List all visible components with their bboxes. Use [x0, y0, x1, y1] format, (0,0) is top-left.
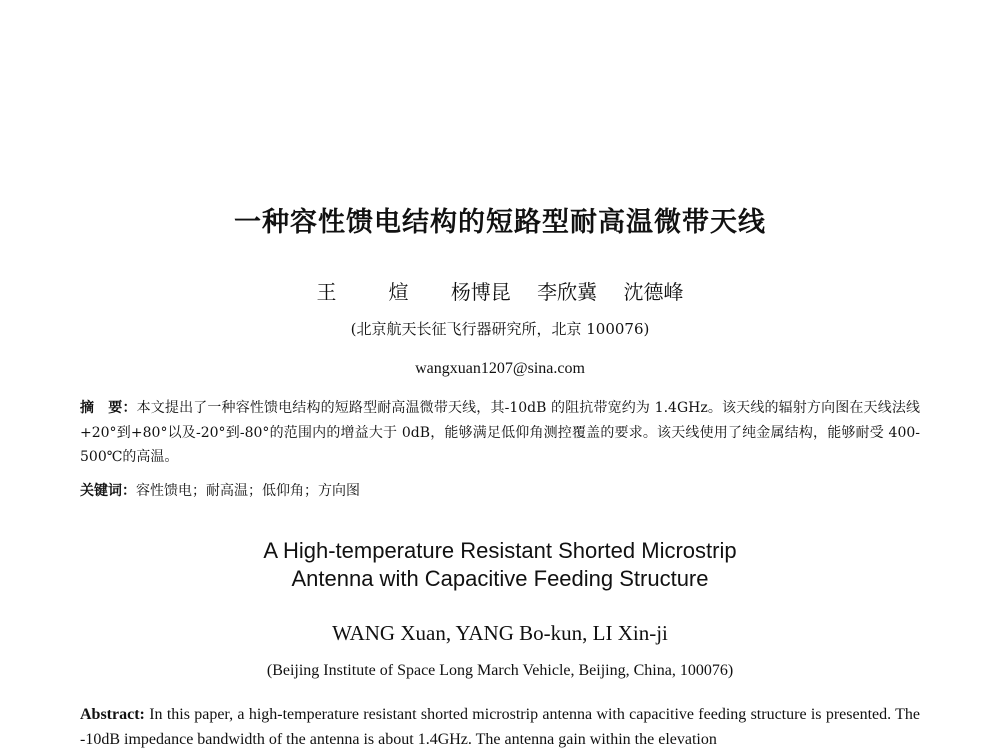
author-list-cn: [0, 276, 1000, 305]
author-cn: 李欣冀: [537, 280, 598, 304]
keywords-cn: [80, 479, 920, 503]
paper-title-en-line2: Antenna with Capacitive Feeding Structure: [291, 566, 709, 591]
abstract-cn: [80, 396, 920, 470]
abstract-en-label: Abstract:: [80, 706, 145, 723]
affiliation-cn: (北京航天长征飞行器研究所，北京 100076): [350, 320, 650, 338]
affiliation-en: (Beijing Institute of Space Long March Vehicle, Beijing, China, 100076): [266, 662, 734, 679]
keywords-cn-text: 容性馈电；耐高温；低仰角；方向图: [136, 483, 360, 499]
paper-title-en: [0, 537, 1000, 593]
abstract-en: [80, 702, 920, 748]
author-email: wangxuan1207@sina.com: [415, 360, 585, 377]
keywords-cn-label: 关键词：: [80, 483, 136, 499]
paper-title-en-line1: A High-temperature Resistant Shorted Microstrip: [263, 538, 737, 563]
author-cn: 杨博昆: [450, 280, 511, 304]
paper-title-cn: 一种容性馈电结构的短路型耐高温微带天线: [234, 207, 766, 238]
author-cn: 沈德峰: [623, 280, 684, 304]
author-list-en: WANG Xuan, YANG Bo-kun, LI Xin-ji: [332, 621, 668, 645]
abstract-en-text: In this paper, a high-temperature resistant shorted microstrip antenna with capacitive feeding structure is presented. The -10dB impedance bandwidth of the antenna is about 1.4GHz. The antenna gain within the elevation: [80, 706, 921, 748]
abstract-cn-label: 摘 要：: [80, 400, 137, 416]
abstract-cn-text: 本文提出了一种容性馈电结构的短路型耐高温微带天线，其-10dB 的阻抗带宽约为 1.4GHz。该天线的辐射方向图在天线法线+20°到+80°以及-20°到-80°的范围内的增益大于 0dB，能够满足低仰角测控覆盖的要求。该天线使用了纯金属结构，能够耐受 400-500℃的高温。: [80, 400, 921, 465]
author-cn: 王 煊: [316, 280, 425, 304]
